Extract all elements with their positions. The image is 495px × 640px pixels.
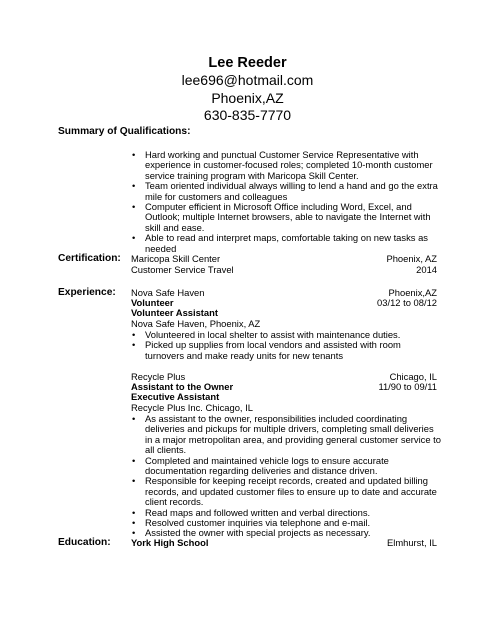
job-duty: • As assistant to the owner, responsibilities included coordinating deliveries and pickups for multiple drivers, completing small deliveries in a major metropolitan area, and providing general customer service to all clients. xyxy=(131,414,441,456)
summary-item: • Able to read and interpret maps, comfortable taking on new tasks as needed xyxy=(131,233,441,254)
job-duty: • Responsible for keeping receipt records, created and updated billing records, and updated customer files to ensure up to date and accurate client records. xyxy=(131,476,441,507)
job-title: Assistant to the Owner xyxy=(131,381,234,392)
job-duty: • Picked up supplies from local vendors and assisted with room turnovers and make ready units for new tenants xyxy=(131,340,441,361)
certification-row-1 xyxy=(131,254,437,264)
summary-item: • Computer efficient in Microsoft Office including Word, Excel, and Outlook; multiple Internet browsers, able to navigate the Internet with skill and ease. xyxy=(131,202,441,233)
job-subtitle: Executive Assistant xyxy=(131,391,220,402)
certification-year: 2014 xyxy=(416,264,437,275)
summary-item: • Hard working and punctual Customer Service Representative with experience in customer-focused roles; completed 10-month customer service training program with Maricopa Skill Center. xyxy=(131,150,441,181)
certification-row-2 xyxy=(131,265,437,275)
job-location: Phoenix,AZ xyxy=(388,287,437,298)
summary-list xyxy=(131,150,441,254)
candidate-name: Lee Reeder xyxy=(208,55,287,71)
job-address: Recycle Plus Inc. Chicago, IL xyxy=(131,402,253,413)
job-duties-list xyxy=(131,330,441,361)
resume-header xyxy=(0,55,495,125)
job-subtitle: Volunteer Assistant xyxy=(131,307,218,318)
job-duty: • Resolved customer inquiries via telephone and e-mail. xyxy=(131,518,441,528)
education-location: Elmhurst, IL xyxy=(386,537,437,548)
candidate-location: Phoenix,AZ xyxy=(211,89,284,106)
job-duties-list xyxy=(131,414,441,539)
candidate-email: lee696@hotmail.com xyxy=(181,72,314,88)
certification-location: Phoenix, AZ xyxy=(386,253,437,264)
job-duty: • Assisted the owner with special projects as necessary. xyxy=(131,528,441,538)
education-school: York High School xyxy=(131,537,209,548)
candidate-phone: 630-835-7770 xyxy=(203,107,292,123)
job-duty: • Volunteered in local shelter to assist with maintenance duties. xyxy=(131,330,441,340)
job-address: Nova Safe Haven, Phoenix, AZ xyxy=(131,318,261,329)
job-company: Nova Safe Haven xyxy=(131,287,205,298)
experience-heading: Experience: xyxy=(58,287,116,298)
job-duty: • Read maps and followed written and verbal directions. xyxy=(131,508,441,518)
job-location: Chicago, IL xyxy=(389,371,437,382)
job-dates: 03/12 to 08/12 xyxy=(377,297,437,308)
job-dates: 11/90 to 09/11 xyxy=(378,381,437,392)
certification-school: Maricopa Skill Center xyxy=(131,253,221,264)
education-heading: Education: xyxy=(58,537,111,548)
education-row xyxy=(131,538,437,548)
summary-heading: Summary of Qualifications: xyxy=(58,126,191,137)
job-company: Recycle Plus xyxy=(131,371,186,382)
job-title: Volunteer xyxy=(131,297,174,308)
certification-heading: Certification: xyxy=(58,253,121,264)
job-duty: • Completed and maintained vehicle logs to ensure accurate documentation regarding deliveries and distance driven. xyxy=(131,456,441,477)
certification-program: Customer Service Travel xyxy=(131,264,234,275)
summary-item: • Team oriented individual always willing to lend a hand and go the extra mile for customers and colleagues xyxy=(131,181,441,202)
